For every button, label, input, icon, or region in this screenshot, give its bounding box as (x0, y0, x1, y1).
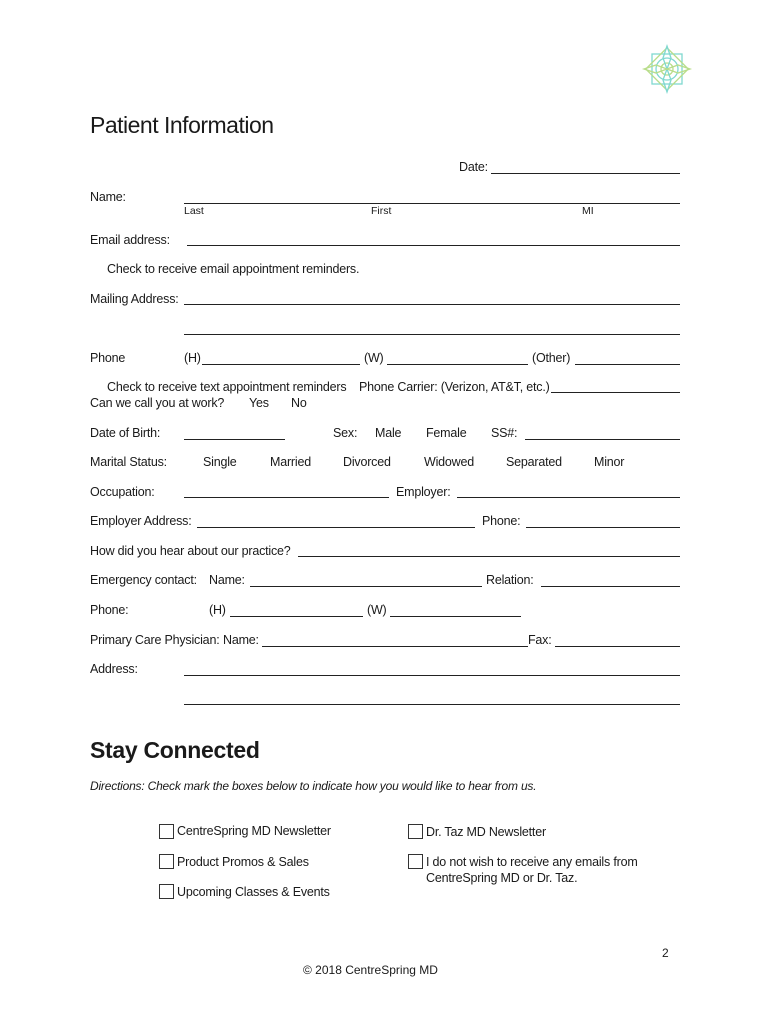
referral-source-label: How did you hear about our practice? (90, 544, 291, 558)
marital-single-option[interactable]: Single (203, 455, 237, 469)
employer-field[interactable] (457, 497, 680, 498)
marital-widowed-option[interactable]: Widowed (424, 455, 475, 469)
dob-label: Date of Birth: (90, 426, 161, 440)
emergency-name-label: Name: (209, 573, 245, 587)
pcp-fax-label: Fax: (528, 633, 552, 647)
text-reminder-option[interactable]: Check to receive text appointment reminders (107, 380, 347, 394)
employer-phone-field[interactable] (526, 527, 680, 528)
marital-separated-option[interactable]: Separated (506, 455, 562, 469)
pcp-address-label: Address: (90, 662, 138, 676)
pcp-label: Primary Care Physician: (90, 633, 220, 647)
call-at-work-label: Can we call you at work? (90, 396, 225, 410)
phone-work-field[interactable] (387, 364, 528, 365)
page-title: Patient Information (90, 112, 274, 138)
phone-label: Phone (90, 351, 126, 365)
marital-status-label: Marital Status: (90, 455, 167, 469)
date-field[interactable] (491, 173, 680, 174)
emergency-relation-label: Relation: (486, 573, 534, 587)
marital-married-option[interactable]: Married (270, 455, 311, 469)
newsletter-checkbox[interactable] (159, 824, 174, 839)
email-label: Email address: (90, 233, 170, 247)
emergency-phone-work-field[interactable] (390, 616, 521, 617)
emergency-contact-label: Emergency contact: (90, 573, 197, 587)
emergency-phone-label: Phone: (90, 603, 129, 617)
referral-source-field[interactable] (298, 556, 680, 557)
employer-label: Employer: (396, 485, 451, 499)
name-first-caption: First (371, 205, 392, 217)
mailing-address-label: Mailing Address: (90, 292, 179, 306)
phone-home-label: (H) (184, 351, 201, 365)
employer-address-label: Employer Address: (90, 514, 192, 528)
newsletter-option-label: CentreSpring MD Newsletter (177, 824, 331, 838)
classes-option-label: Upcoming Classes & Events (177, 885, 330, 899)
mailing-address-field-2[interactable] (184, 334, 680, 335)
pcp-fax-field[interactable] (555, 646, 680, 647)
call-at-work-no[interactable]: No (291, 396, 307, 410)
phone-work-label: (W) (364, 351, 384, 365)
call-at-work-yes[interactable]: Yes (249, 396, 269, 410)
dr-taz-newsletter-label: Dr. Taz MD Newsletter (426, 825, 546, 839)
phone-other-field[interactable] (575, 364, 680, 365)
sex-male-option[interactable]: Male (375, 426, 402, 440)
lotus-logo-icon (640, 42, 694, 96)
pcp-address-field-1[interactable] (184, 675, 680, 676)
mailing-address-field-1[interactable] (184, 304, 680, 305)
sex-female-option[interactable]: Female (426, 426, 467, 440)
marital-minor-option[interactable]: Minor (594, 455, 625, 469)
name-mi-caption: MI (582, 205, 594, 217)
no-emails-checkbox[interactable] (408, 854, 423, 869)
emergency-name-field[interactable] (250, 586, 482, 587)
phone-carrier-label: Phone Carrier: (Verizon, AT&T, etc.) (359, 380, 550, 394)
dr-taz-newsletter-checkbox[interactable] (408, 824, 423, 839)
page-number: 2 (662, 946, 669, 960)
pcp-name-label: Name: (223, 633, 259, 647)
no-emails-option-label: I do not wish to receive any emails from (426, 855, 638, 869)
phone-carrier-field[interactable] (551, 392, 680, 393)
emergency-relation-field[interactable] (541, 586, 680, 587)
emergency-phone-home-label: (H) (209, 603, 226, 617)
ssn-field[interactable] (525, 439, 680, 440)
emergency-phone-work-label: (W) (367, 603, 387, 617)
email-field[interactable] (187, 245, 680, 246)
stay-connected-directions: Directions: Check mark the boxes below to indicate how you would like to hear from us. (90, 779, 537, 793)
dob-field[interactable] (184, 439, 285, 440)
marital-divorced-option[interactable]: Divorced (343, 455, 391, 469)
phone-other-label: (Other) (532, 351, 571, 365)
employer-address-field[interactable] (197, 527, 475, 528)
employer-phone-label: Phone: (482, 514, 521, 528)
promos-option-label: Product Promos & Sales (177, 855, 309, 869)
copyright: © 2018 CentreSpring MD (303, 963, 438, 977)
phone-home-field[interactable] (202, 364, 360, 365)
promos-checkbox[interactable] (159, 854, 174, 869)
no-emails-option-label-cont: CentreSpring MD or Dr. Taz. (426, 871, 578, 885)
occupation-label: Occupation: (90, 485, 155, 499)
stay-connected-title: Stay Connected (90, 737, 260, 763)
ssn-label: SS#: (491, 426, 518, 440)
pcp-address-field-2[interactable] (184, 704, 680, 705)
date-label: Date: (459, 160, 488, 174)
pcp-name-field[interactable] (262, 646, 528, 647)
sex-label: Sex: (333, 426, 358, 440)
email-reminder-option[interactable]: Check to receive email appointment reminders. (107, 262, 360, 276)
name-field[interactable] (184, 203, 680, 204)
name-label: Name: (90, 190, 126, 204)
classes-checkbox[interactable] (159, 884, 174, 899)
occupation-field[interactable] (184, 497, 389, 498)
emergency-phone-home-field[interactable] (230, 616, 363, 617)
name-last-caption: Last (184, 205, 204, 217)
